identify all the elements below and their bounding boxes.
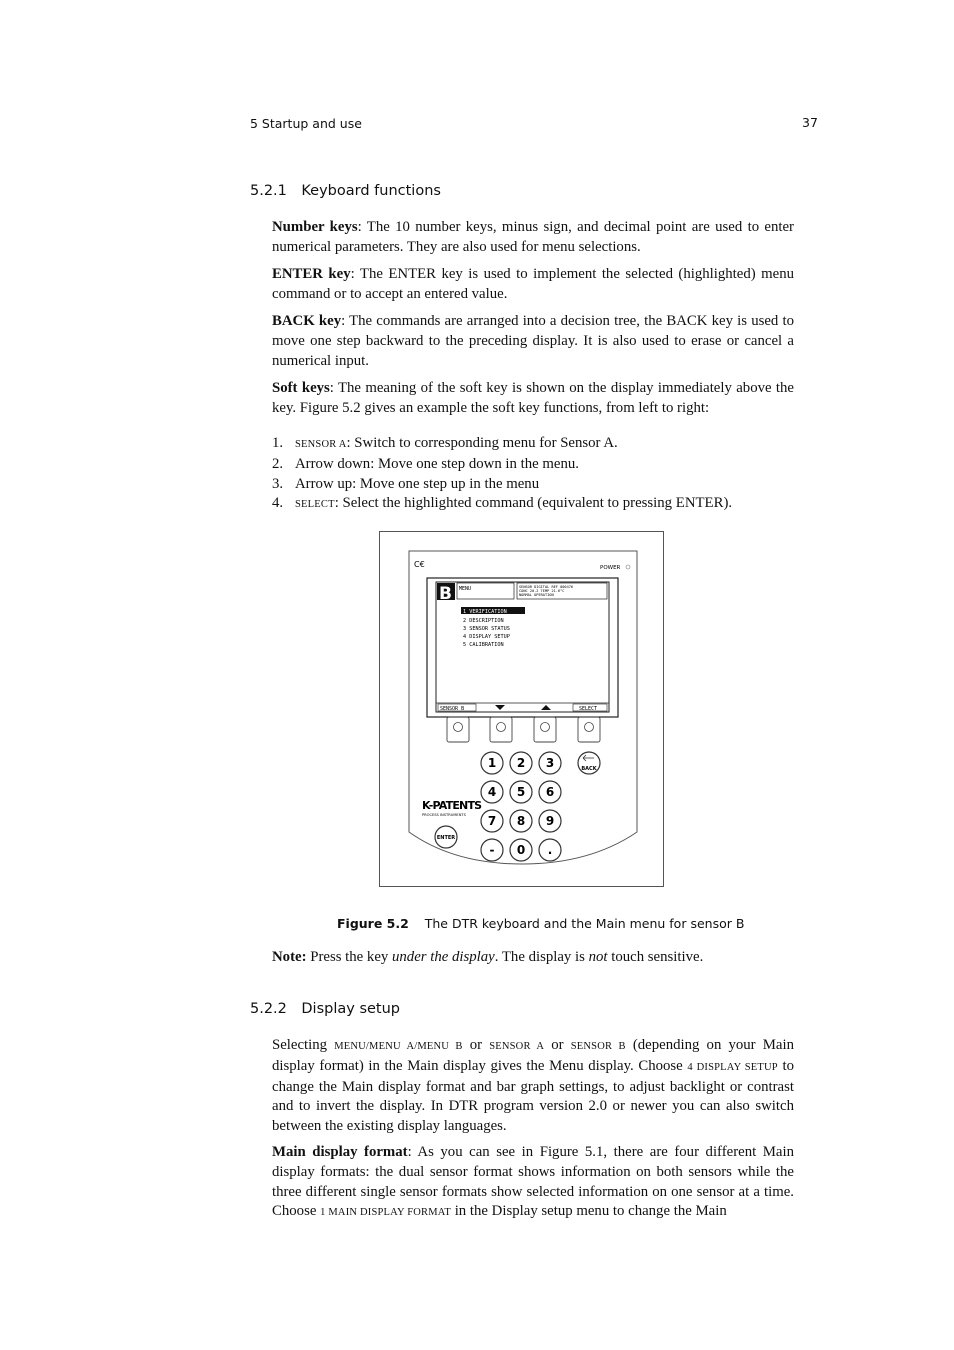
text: : As you can see in Figure 5.1, there are four different Main display formats: the dual sensor format shows information on both sensors while the three different single sensor formats show selected information on one sensor at a time. Choose: [272, 1144, 794, 1220]
status-line: NORMAL OPERATION: [519, 593, 554, 597]
list-item: [272, 434, 794, 455]
softkey-button-3[interactable]: [534, 717, 556, 742]
power-led-icon: [626, 565, 630, 569]
svg-text:.: .: [547, 843, 553, 857]
list-text: : Select the highlighted command (equivalent to pressing ENTER).: [334, 495, 733, 512]
key-2[interactable]: [510, 752, 532, 774]
softkey-label-right: SELECT: [579, 706, 598, 712]
key-minus[interactable]: [481, 839, 503, 861]
text: to change the Main display format and bar graph settings, to adjust backlight or contrast and to invert the display. In DTR program version 2.0 or newer you can also switch between the existing display languages.: [272, 1057, 794, 1135]
smallcaps: MENU/MENU A/MENU B: [334, 1041, 463, 1052]
smallcaps: 4 DISPLAY SETUP: [687, 1061, 778, 1073]
logo-subtitle: PROCESS INSTRUMENTS: [422, 813, 466, 817]
list-item: [272, 494, 794, 515]
section-title-display-setup: 5.2.2 Display setup: [250, 1001, 401, 1017]
status-line: SENSOR DIGITAL REF 000476: [519, 585, 574, 589]
softkey-label-left: SENSOR B: [440, 706, 465, 712]
svg-text:2: 2: [516, 756, 526, 770]
list-number: 3.: [272, 475, 284, 492]
paragraph-enter-key: [272, 265, 794, 305]
menu-item[interactable]: 2 DESCRIPTION: [463, 618, 504, 624]
term-main-display-format: Main display format: [272, 1144, 408, 1160]
text-enter-key: : The ENTER key is used to implement the selected (highlighted) menu command or to accept an entered value.: [272, 266, 795, 302]
list-number: 4.: [272, 495, 284, 512]
note-text: Press the key: [306, 949, 392, 965]
k-patents-logo: K-PATENTS: [422, 799, 482, 812]
svg-text:0: 0: [516, 843, 526, 857]
svg-text:9: 9: [545, 814, 555, 828]
note-emphasis: under the display: [392, 949, 495, 965]
section-title-keyboard-functions: 5.2.1 Keyboard functions: [250, 183, 441, 199]
svg-text:3: 3: [545, 756, 555, 770]
smallcaps: SENSOR B: [570, 1041, 626, 1052]
paragraph-display-setup: [272, 1036, 794, 1137]
key-8[interactable]: [510, 810, 532, 832]
note-term: Note:: [272, 949, 307, 965]
paragraph-back-key: [272, 312, 794, 371]
key-6[interactable]: [539, 781, 561, 803]
list-item: [272, 475, 794, 495]
paragraph-main-display-format: [272, 1143, 794, 1223]
key-5[interactable]: [510, 781, 532, 803]
key-0[interactable]: [510, 839, 532, 861]
text: or: [544, 1037, 571, 1053]
note-paragraph: [272, 948, 794, 968]
back-key[interactable]: [578, 752, 600, 774]
term-soft-keys: Soft keys: [272, 380, 330, 396]
term-enter-key: ENTER key: [272, 266, 351, 282]
key-9[interactable]: [539, 810, 561, 832]
key-7[interactable]: [481, 810, 503, 832]
list-item: [272, 455, 794, 475]
list-number: 1.: [272, 435, 284, 451]
smallcaps: SENSOR A: [489, 1041, 545, 1052]
term-number-keys: Number keys: [272, 219, 358, 235]
softkey-button-1[interactable]: [447, 717, 469, 742]
paragraph-soft-keys: [272, 379, 794, 419]
key-decimal[interactable]: [539, 839, 561, 861]
text-soft-keys: : The meaning of the soft key is shown on the display immediately above the key. Figure 5.2 gives an example the soft key functions, from left to right:: [272, 380, 794, 416]
key-4[interactable]: [481, 781, 503, 803]
text: or: [462, 1037, 490, 1053]
text: (depending on your Main display format) in the Main display gives the Menu display. Choose: [272, 1037, 794, 1074]
key-3[interactable]: [539, 752, 561, 774]
note-text: touch sensitive.: [607, 949, 704, 965]
smallcaps: 1 MAIN DISPLAY FORMAT: [320, 1207, 451, 1219]
text-number-keys: : The 10 number keys, minus sign, and decimal point are used to enter numerical parameters. They are also used for menu selections.: [272, 219, 794, 255]
figure-dtr-keyboard: [379, 531, 664, 887]
text: Selecting: [272, 1037, 335, 1053]
list-smallcaps: SENSOR A: [295, 439, 347, 450]
svg-text:4: 4: [487, 785, 497, 799]
menu-label: MENU: [459, 586, 472, 592]
svg-text:1: 1: [487, 756, 497, 770]
back-label: BACK: [581, 766, 597, 772]
list-text: Arrow down: Move one step down in the menu.: [295, 455, 579, 472]
figure-caption: [337, 916, 744, 931]
list-smallcaps: SELECT: [295, 499, 335, 511]
ce-mark: C€: [414, 560, 425, 569]
power-label: POWER: [600, 565, 621, 571]
list-text: Arrow up: Move one step up in the menu: [295, 475, 540, 492]
key-1[interactable]: [481, 752, 503, 774]
paragraph-number-keys: [272, 218, 794, 258]
enter-label: ENTER: [436, 835, 456, 841]
softkey-button-2[interactable]: [490, 717, 512, 742]
menu-item[interactable]: 3 SENSOR STATUS: [463, 626, 510, 632]
list-text: : Switch to corresponding menu for Sensor A.: [346, 435, 618, 451]
svg-text:6: 6: [545, 785, 555, 799]
list-number: 2.: [272, 455, 284, 472]
svg-text:7: 7: [487, 814, 497, 828]
menu-item[interactable]: 1 VERIFICATION: [463, 609, 507, 615]
softkey-button-4[interactable]: [578, 717, 600, 742]
svg-text:8: 8: [516, 814, 526, 828]
dtr-keyboard-drawing: [380, 532, 665, 888]
menu-item[interactable]: 5 CALIBRATION: [463, 642, 504, 648]
term-back-key: BACK key: [272, 313, 342, 329]
running-head: 5 Startup and use: [250, 116, 362, 131]
screen-letter: B: [439, 584, 452, 604]
enter-key[interactable]: [435, 826, 457, 848]
menu-item[interactable]: 4 DISPLAY SETUP: [463, 634, 510, 640]
text: in the Display setup menu to change the Main: [451, 1203, 727, 1220]
svg-text:5: 5: [516, 785, 526, 799]
note-emphasis: not: [588, 949, 608, 965]
note-text: . The display is: [494, 949, 589, 965]
text-back-key: : The commands are arranged into a decision tree, the BACK key is used to move one step backward to the preceding display. It is also used to erase or cancel a numerical input.: [272, 313, 794, 369]
page-number: 37: [802, 115, 818, 130]
svg-text:-: -: [489, 843, 495, 857]
softkey-list: [272, 434, 794, 515]
figure-label: Figure 5.2: [337, 916, 409, 931]
figure-caption-text: The DTR keyboard and the Main menu for sensor B: [424, 916, 745, 931]
status-line: CONC 20.2 TEMP 21.6°C: [519, 589, 565, 593]
